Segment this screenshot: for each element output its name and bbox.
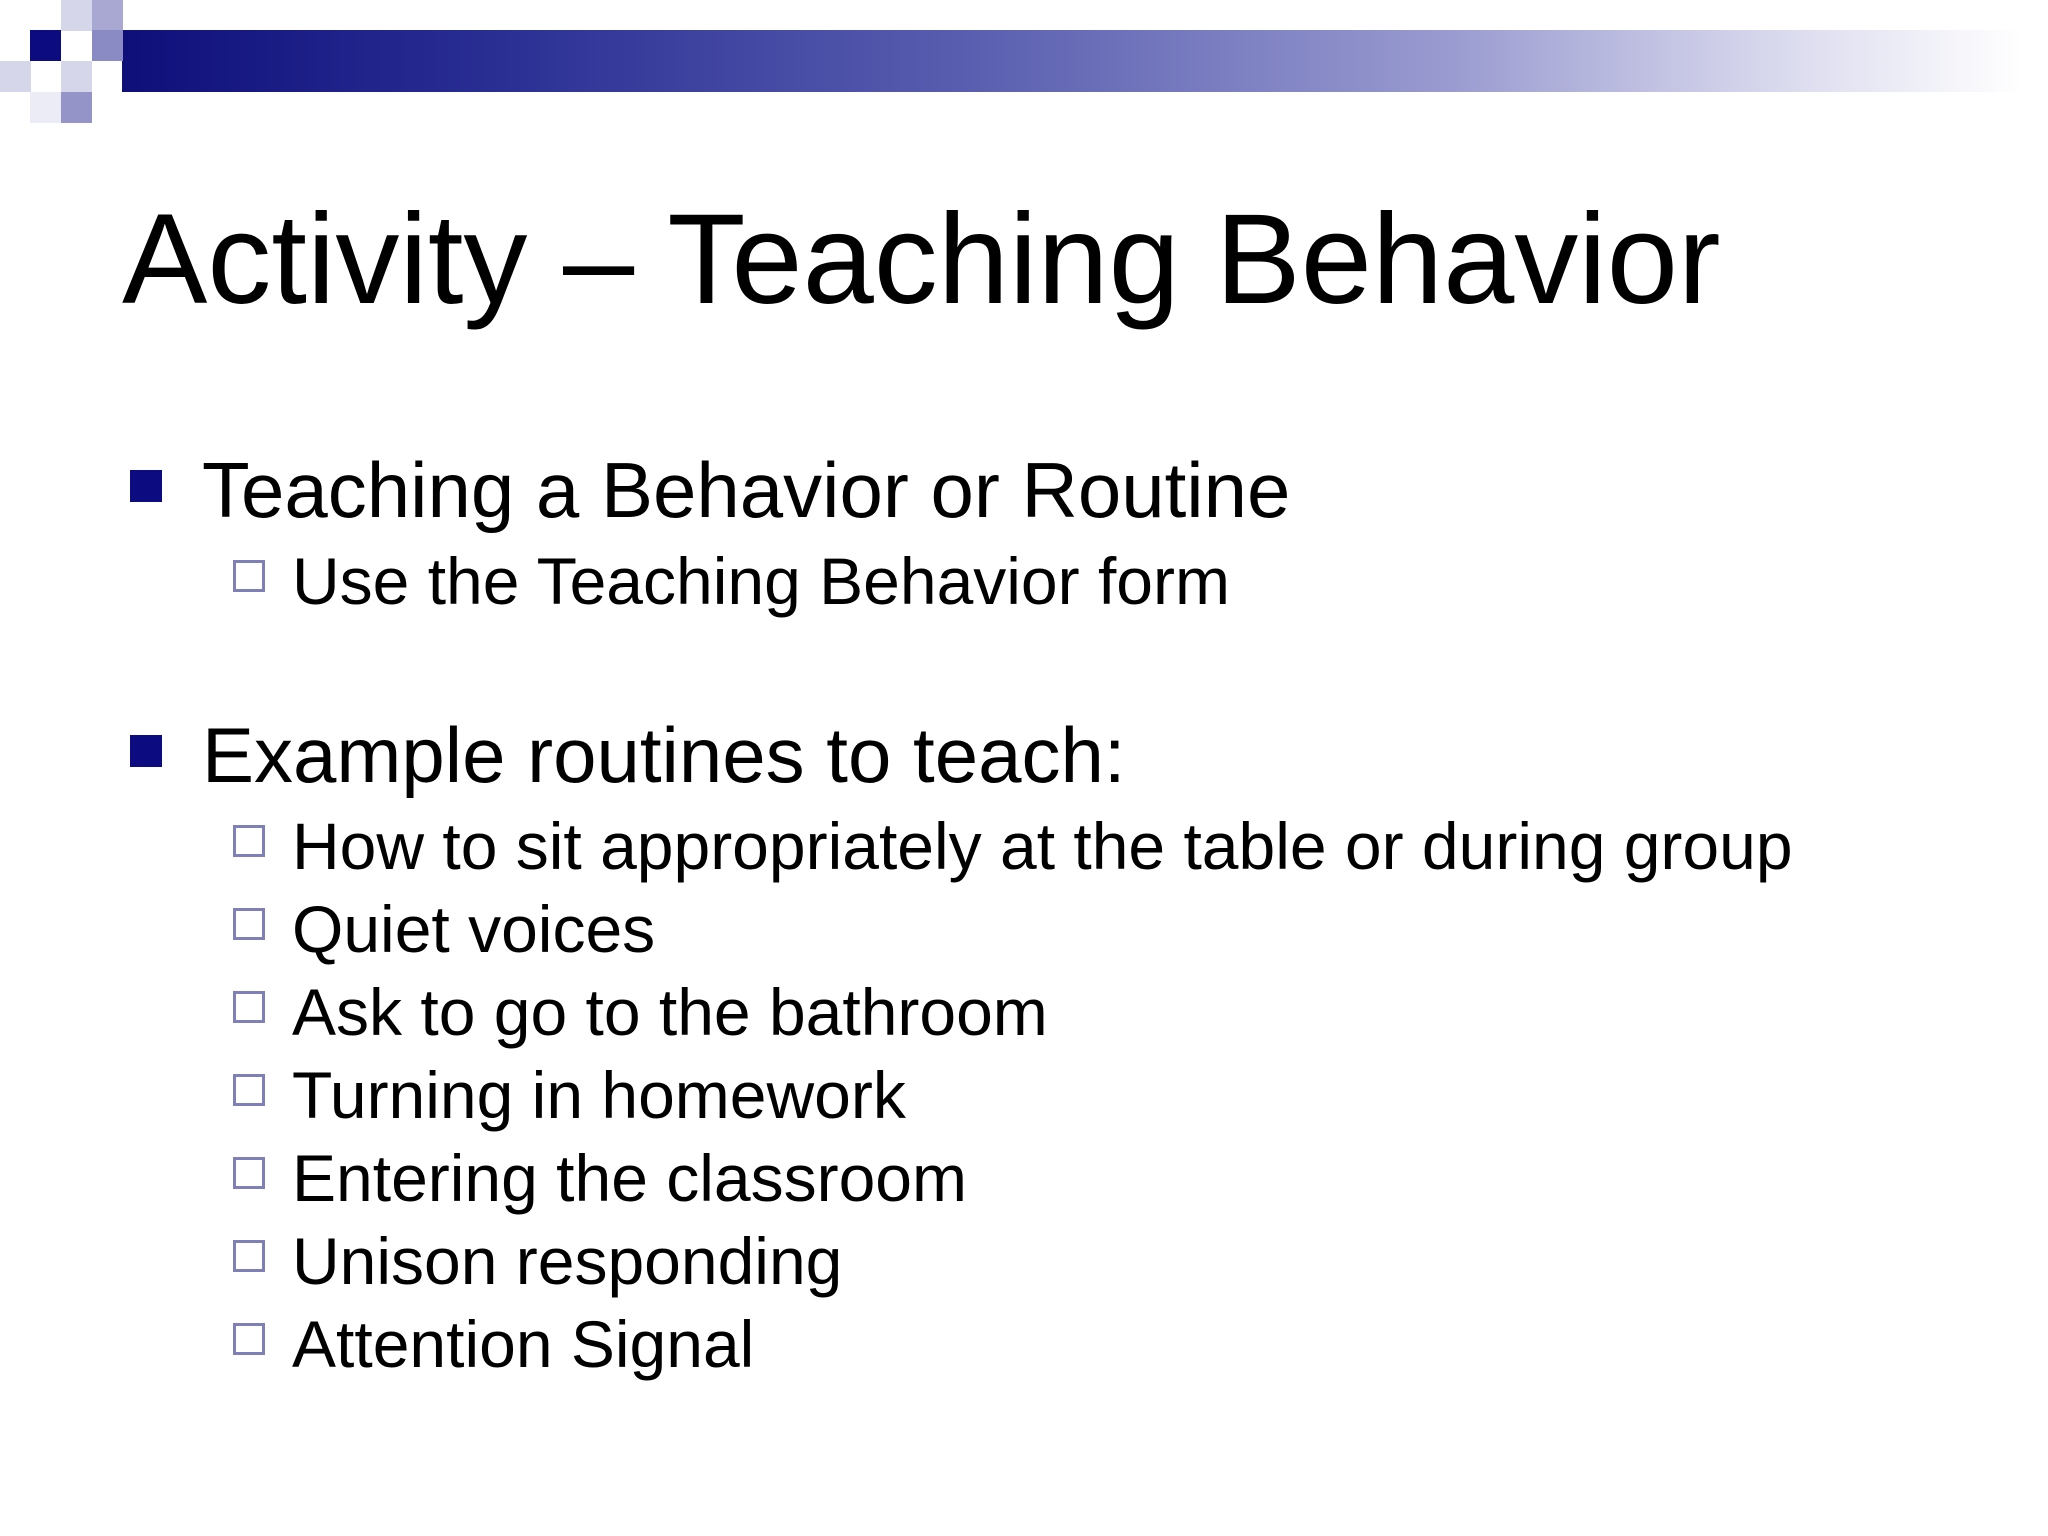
slide-title: Activity – Teaching Behavior [122,188,1721,331]
hollow-square-bullet-icon [233,825,265,857]
bullet-text: Teaching a Behavior or Routine [202,446,1291,534]
checker-square [61,92,92,123]
sub-bullet-text: Quiet voices [292,892,656,966]
checker-square [30,30,61,61]
hollow-square-bullet-icon [233,1074,265,1106]
square-bullet-icon [130,735,162,767]
sub-bullet-text: Use the Teaching Behavior form [292,544,1230,618]
hollow-square-bullet-icon [233,991,265,1023]
hollow-square-bullet-icon [233,908,265,940]
checker-square [0,61,31,92]
checker-square [61,0,92,31]
sub-bullet-text: Ask to go to the bathroom [292,975,1048,1049]
sub-bullet-text: Attention Signal [292,1307,755,1381]
checker-square [92,0,123,31]
header-gradient-bar [122,30,2022,92]
sub-bullet-text: Entering the classroom [292,1141,967,1215]
sub-bullet-text: Unison responding [292,1224,843,1298]
bullet-text: Example routines to teach: [202,711,1126,799]
hollow-square-bullet-icon [233,1323,265,1355]
hollow-square-bullet-icon [233,1240,265,1272]
hollow-square-bullet-icon [233,1157,265,1189]
sub-bullet-text: Turning in homework [292,1058,906,1132]
checker-square [92,30,123,61]
sub-bullet-text: How to sit appropriately at the table or during group [292,809,1793,883]
checker-square [30,92,61,123]
checker-square [61,61,92,92]
square-bullet-icon [130,470,162,502]
hollow-square-bullet-icon [233,560,265,592]
